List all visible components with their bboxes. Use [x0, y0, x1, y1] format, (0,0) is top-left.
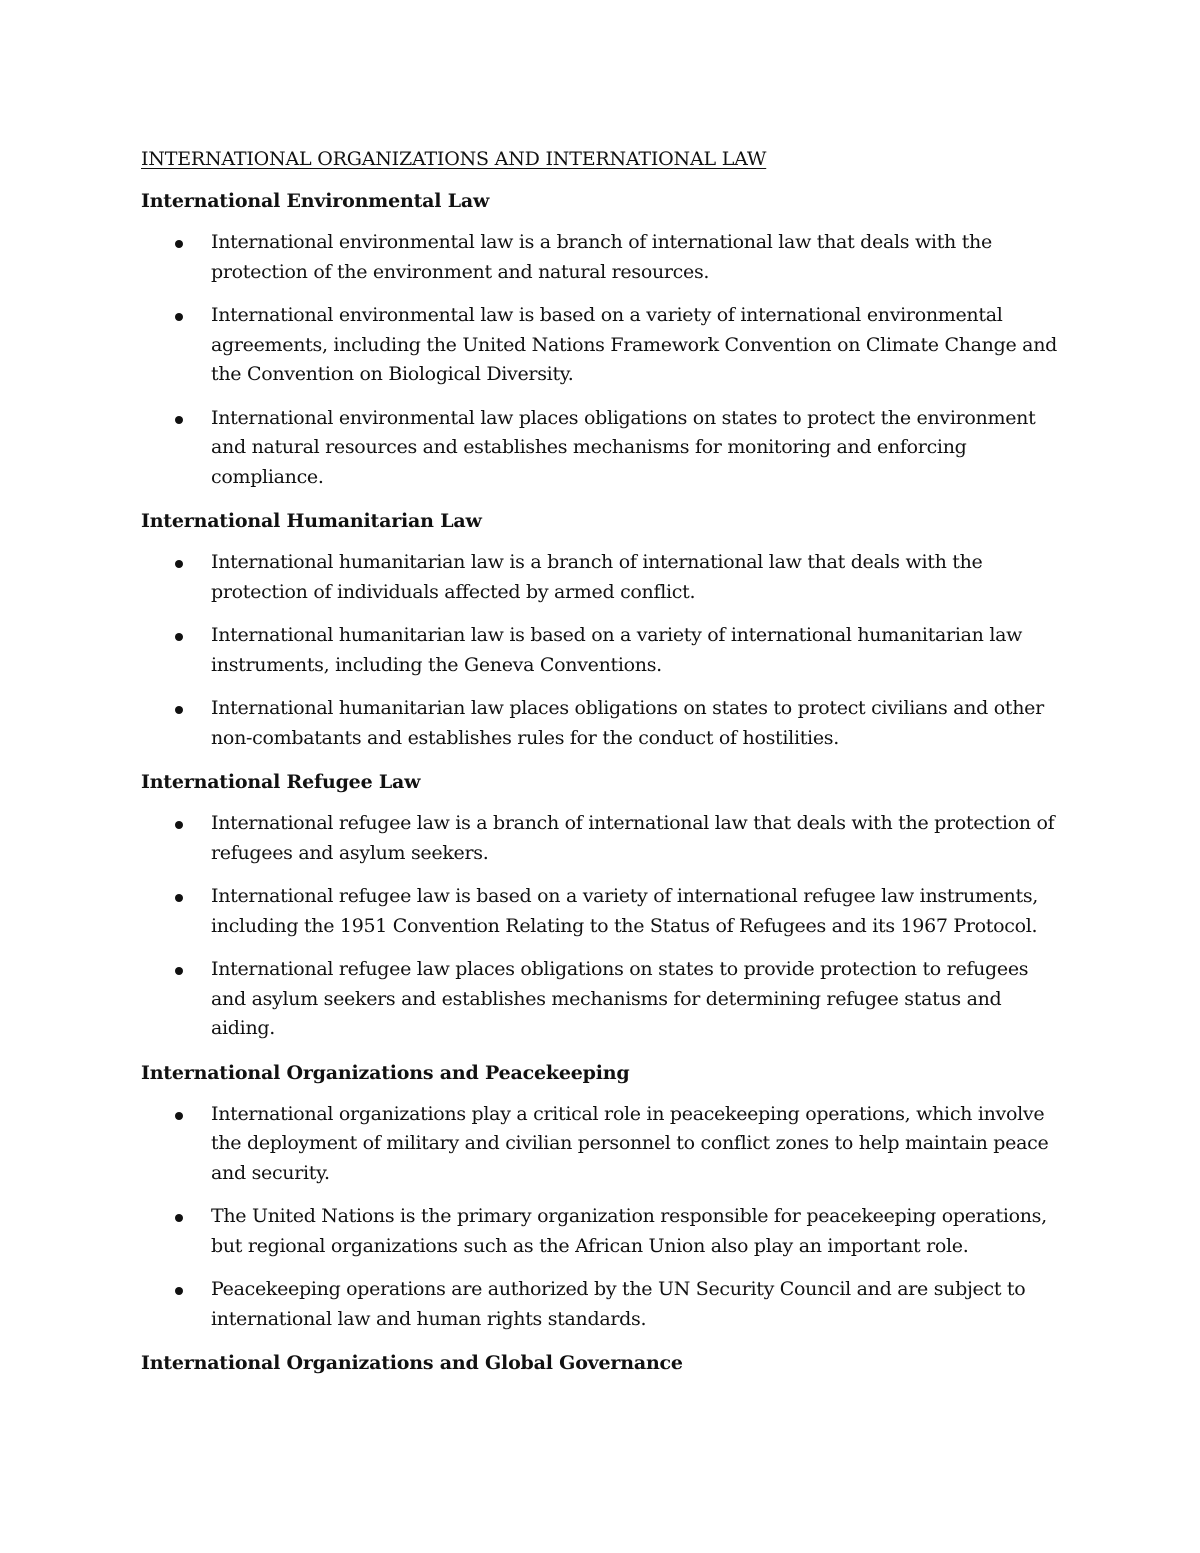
list-item — [141, 621, 1061, 680]
section-peacekeeping — [141, 1060, 1061, 1335]
section-heading: International Organizations and Global Governance — [141, 1352, 683, 1374]
bullet-list — [141, 1100, 1061, 1335]
bullet-list — [141, 228, 1061, 492]
list-item-text: International humanitarian law is a branch of international law that deals with the protection of individuals affected by armed conflict. — [211, 551, 983, 603]
section-global-governance — [141, 1350, 1061, 1376]
section-heading: International Organizations and Peacekeeping — [141, 1061, 630, 1084]
list-item-text: Peacekeeping operations are authorized by the UN Security Council and are subject to international law and human rights standards. — [211, 1278, 1026, 1330]
list-item — [141, 228, 1061, 287]
bullet-icon — [175, 1287, 183, 1295]
document-title: INTERNATIONAL ORGANIZATIONS AND INTERNATIONAL LAW — [141, 148, 767, 170]
bullet-icon — [175, 633, 183, 641]
bullet-list — [141, 548, 1061, 753]
list-item — [141, 1202, 1061, 1261]
list-item — [141, 1275, 1061, 1334]
list-item — [141, 301, 1061, 390]
bullet-icon — [175, 967, 183, 975]
section-humanitarian-law — [141, 508, 1061, 753]
bullet-icon — [175, 1214, 183, 1222]
list-item-text: International environmental law is based on a variety of international environmental agreements, including the United Nations Framework Convention on Climate Change and the Convention on Biological Diversity. — [211, 304, 1057, 385]
list-item — [141, 809, 1061, 868]
list-item — [141, 694, 1061, 753]
list-item-text: International refugee law is based on a variety of international refugee law instruments, including the 1951 Convention Relating to the Status of Refugees and its 1967 Protocol. — [211, 885, 1039, 937]
section-environmental-law — [141, 188, 1061, 492]
list-item-text: International humanitarian law places obligations on states to protect civilians and other non-combatants and establishes rules for the conduct of hostilities. — [211, 697, 1044, 749]
list-item — [141, 955, 1061, 1044]
bullet-icon — [175, 313, 183, 321]
bullet-icon — [175, 1112, 183, 1120]
bullet-icon — [175, 894, 183, 902]
list-item — [141, 1100, 1061, 1189]
list-item-text: International organizations play a critical role in peacekeeping operations, which involve the deployment of military and civilian personnel to conflict zones to help maintain peace and security. — [211, 1102, 1049, 1184]
document-body — [141, 146, 1061, 1390]
list-item-text: International humanitarian law is based on a variety of international humanitarian law instruments, including the Geneva Conventions. — [211, 624, 1023, 676]
bullet-icon — [175, 416, 183, 424]
bullet-icon — [175, 706, 183, 714]
list-item — [141, 882, 1061, 941]
section-heading: International Environmental Law — [141, 190, 490, 212]
section-heading: International Humanitarian Law — [141, 510, 482, 532]
section-heading: International Refugee Law — [141, 771, 421, 793]
bullet-list — [141, 809, 1061, 1044]
list-item-text: The United Nations is the primary organization responsible for peacekeeping operations, but regional organizations such as the African Union also play an important role. — [211, 1205, 1047, 1257]
section-refugee-law — [141, 769, 1061, 1044]
bullet-icon — [175, 240, 183, 248]
bullet-icon — [175, 821, 183, 829]
list-item — [141, 548, 1061, 607]
list-item — [141, 404, 1061, 493]
list-item-text: International environmental law places obligations on states to protect the environment and natural resources and establishes mechanisms for monitoring and enforcing compliance. — [211, 406, 1036, 488]
list-item-text: International environmental law is a branch of international law that deals with the protection of the environment and natural resources. — [211, 231, 992, 283]
list-item-text: International refugee law places obligations on states to provide protection to refugees and asylum seekers and establishes mechanisms for determining refugee status and aiding. — [211, 958, 1029, 1039]
list-item-text: International refugee law is a branch of international law that deals with the protection of refugees and asylum seekers. — [211, 812, 1055, 864]
bullet-icon — [175, 560, 183, 568]
